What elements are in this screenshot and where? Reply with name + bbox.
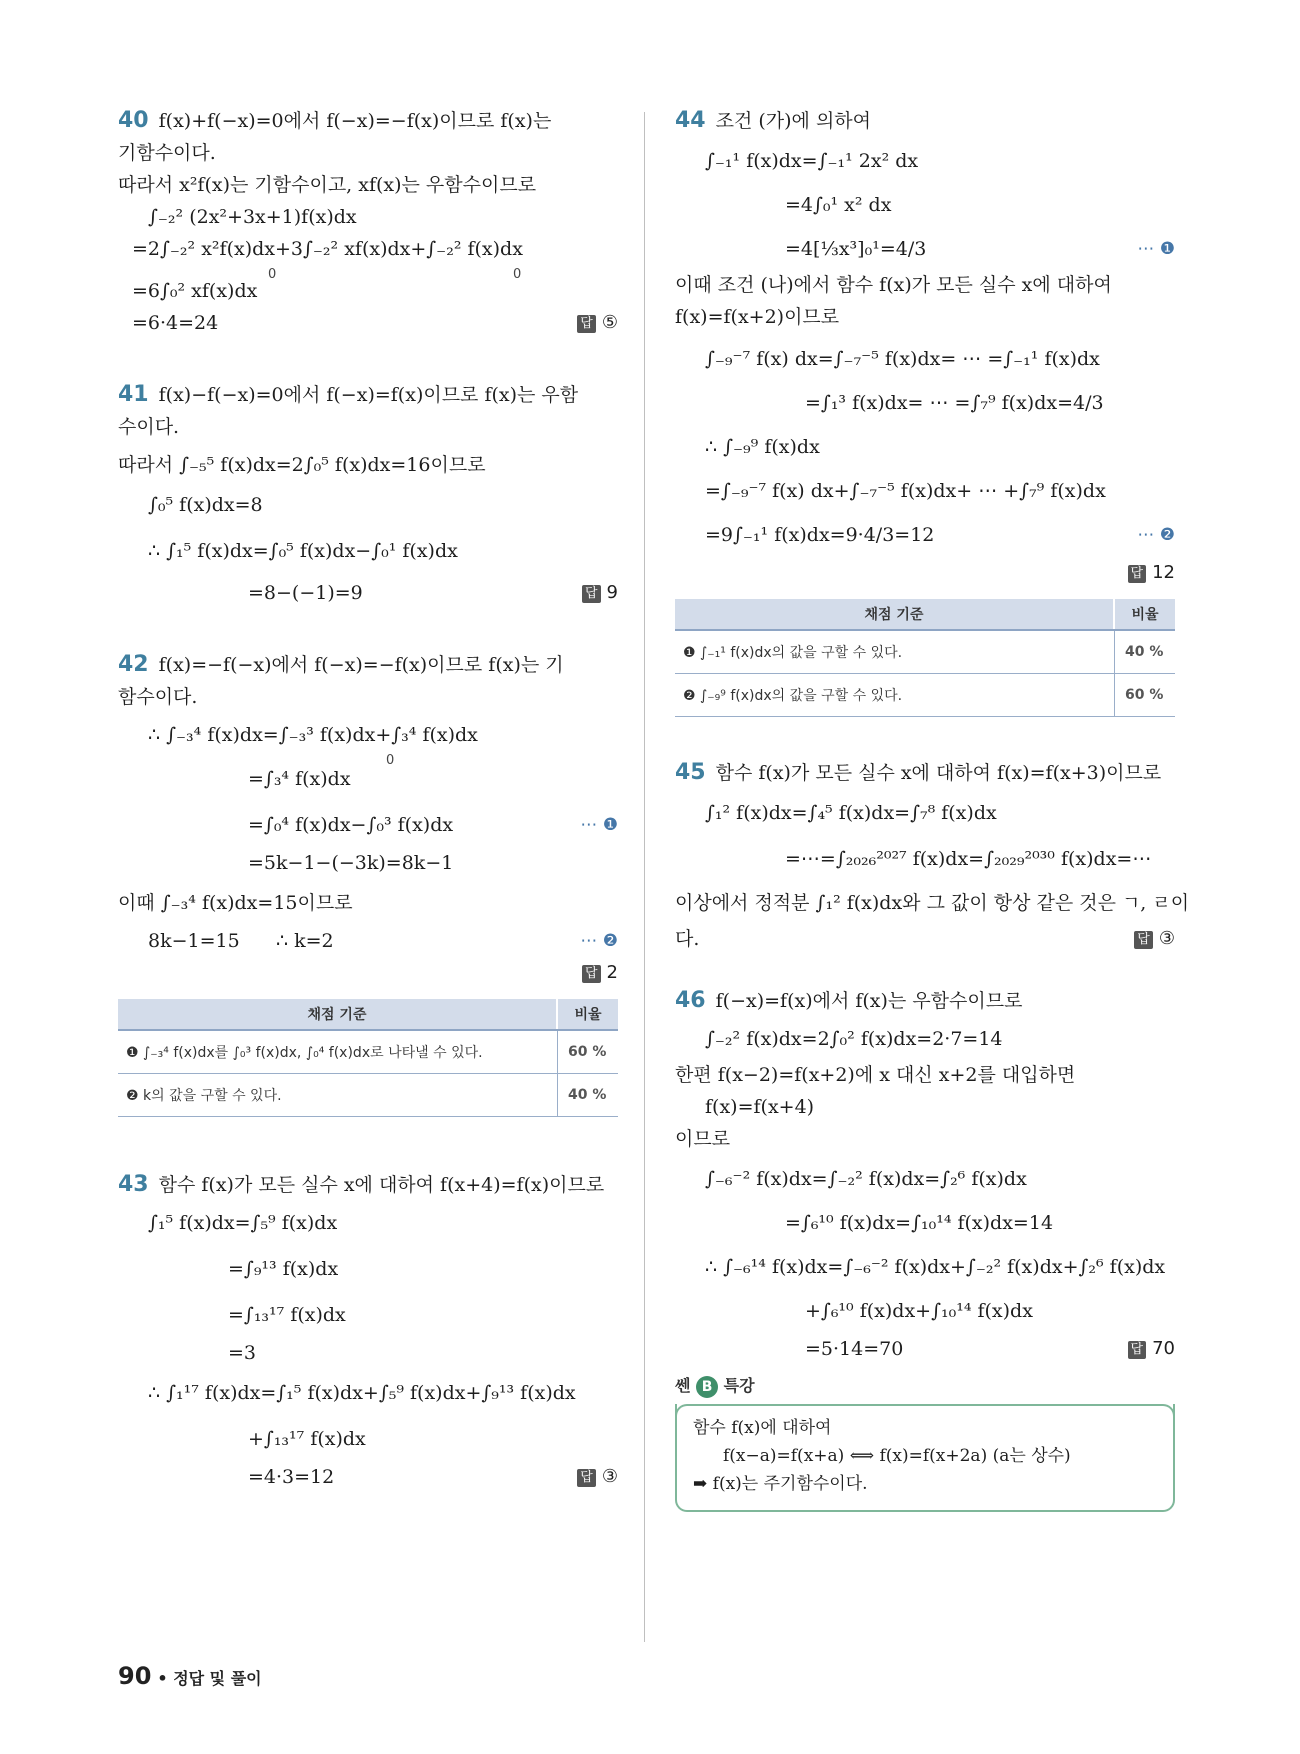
answer-badge-icon: 답: [582, 965, 601, 983]
step-marker-2: ⋯ ❷: [580, 931, 618, 951]
scoring-table-44: 채점 기준 비율 ❶ ∫₋₁¹ f(x)dx의 값을 구할 수 있다. 40 % ❷ ∫₋₉⁹ f(x)dx의 값을 구할 수 있다. 60 %: [675, 599, 1175, 717]
answer: 답 2: [582, 957, 618, 989]
answer-badge-icon: 답: [577, 1469, 596, 1487]
problem-40: 40 f(x)+f(−x)=0에서 f(−x)=−f(x)이므로 f(x)는 기함수이다. 따라서 x²f(x)는 기함수이고, xf(x)는 우함수이므로 ∫₋₂² (2x²+3x+1)f(x)dx =2∫₋₂² x²f(x)dx+3∫₋₂² xf(x)dx+∫₋₂² f(x)dx 0 0 =6∫₀² xf(x)dx =6·4=24 답 ⑤: [118, 105, 618, 339]
problem-number: 41: [118, 382, 149, 407]
page-number: 90: [118, 1662, 152, 1690]
page-footer: [118, 1662, 262, 1690]
answer: 답 ③: [1134, 923, 1175, 955]
problem-46: 46 f(−x)=f(x)에서 f(x)는 우함수이므로 ∫₋₂² f(x)dx=2∫₀² f(x)dx=2·7=14 한편 f(x−2)=f(x+2)에 x 대신 x+2를 대입하면 f(x)=f(x+4) 이므로 ∫₋₆⁻² f(x)dx=∫₋₂² f(x)dx=∫₂⁶ f(x)dx =∫₆¹⁰ f(x)dx=∫₁₀¹⁴ f(x)dx=14 ∴ ∫₋₆¹⁴ f(x)dx=∫₋₆⁻² f(x)dx+∫₋₂² f(x)dx+∫₂⁶ f(x)dx +∫₆¹⁰ f(x)dx+∫₁₀¹⁴ f(x)dx =5·14=70 답 70 쎈 B 특강 함수 f(x)에 대하여 f(x−a)=f(x+a) ⟺ f(x)=f(x+2a) (a는 상수) ➡ f(x)는 주기함수이다.: [675, 985, 1175, 1512]
tip-box: 함수 f(x)에 대하여 f(x−a)=f(x+a) ⟺ f(x)=f(x+2a) (a는 상수) ➡ f(x)는 주기함수이다.: [675, 1404, 1175, 1512]
problem-number: 42: [118, 652, 149, 677]
problem-44: 44 조건 (가)에 의하여 ∫₋₁¹ f(x)dx=∫₋₁¹ 2x² dx =4∫₀¹ x² dx =4[⅓x³]₀¹=4/3 ⋯ ❶ 이때 조건 (나)에서 함수 f(x)가 모든 실수 x에 대하여 f(x)=f(x+2)이므로 ∫₋₉⁻⁷ f(x) dx=∫₋₇⁻⁵ f(x)dx= ⋯ =∫₋₁¹ f(x)dx =∫₁³ f(x)dx= ⋯ =∫₇⁹ f(x)dx=4/3 ∴ ∫₋₉⁹ f(x)dx =∫₋₉⁻⁷ f(x) dx+∫₋₇⁻⁵ f(x)dx+ ⋯ +∫₇⁹ f(x)dx =9∫₋₁¹ f(x)dx=9·4/3=12 ⋯ ❷ 답 12 채점 기준 비율 ❶ ∫₋₁¹ f(x)dx의 값을 구할 수 있다. 40 % ❷ ∫₋₉⁹ f(x)dx의 값을 구할 수 있다. 60 %: [675, 105, 1175, 717]
scoring-table-42: 채점 기준 비율 ❶ ∫₋₃⁴ f(x)dx를 ∫₀³ f(x)dx, ∫₀⁴ f(x)dx로 나타낼 수 있다. 60 % ❷ k의 값을 구할 수 있다. 40 %: [118, 999, 618, 1117]
answer: 답 9: [582, 577, 618, 609]
step-marker-1: ⋯ ❶: [580, 815, 618, 835]
table-row: ❶ ∫₋₁¹ f(x)dx의 값을 구할 수 있다. 40 %: [675, 630, 1175, 674]
problem-41: 41 f(x)−f(−x)=0에서 f(−x)=f(x)이므로 f(x)는 우함 수이다. 따라서 ∫₋₅⁵ f(x)dx=2∫₀⁵ f(x)dx=16이므로 ∫₀⁵ f(x)dx=8 ∴ ∫₁⁵ f(x)dx=∫₀⁵ f(x)dx−∫₀¹ f(x)dx =8−(−1)=9 답 9: [118, 379, 618, 609]
problem-number: 45: [675, 760, 706, 785]
problem-number: 40: [118, 108, 149, 133]
answer-badge-icon: 답: [1128, 1341, 1147, 1359]
answer-badge-icon: 답: [1134, 931, 1153, 949]
step-marker-2: ⋯ ❷: [1137, 525, 1175, 545]
answer: 답 70: [1128, 1333, 1175, 1365]
problem-42: 42 f(x)=−f(−x)에서 f(−x)=−f(x)이므로 f(x)는 기 함수이다. ∴ ∫₋₃⁴ f(x)dx=∫₋₃³ f(x)dx+∫₃⁴ f(x)dx 0 =∫₃⁴ f(x)dx =∫₀⁴ f(x)dx−∫₀³ f(x)dx ⋯ ❶ =5k−1−(−3k)=8k−1 이때 ∫₋₃⁴ f(x)dx=15이므로 8k−1=15 ∴ k=2 ⋯ ❷ 답 2 채점 기준 비율 ❶ ∫₋₃⁴ f(x)dx를 ∫₀³ f(x)dx, ∫₀⁴ f(x)dx로 나타낼 수 있다. 60 % ❷ k의 값을 구할 수 있다. 40 %: [118, 649, 618, 1117]
column-divider: [644, 112, 645, 1642]
problem-45: 45 함수 f(x)가 모든 실수 x에 대하여 f(x)=f(x+3)이므로 ∫₁² f(x)dx=∫₄⁵ f(x)dx=∫₇⁸ f(x)dx =⋯=∫₂₀₂₆²⁰²⁷ f(x)dx=∫₂₀₂₉²⁰³⁰ f(x)dx=⋯ 이상에서 정적분 ∫₁² f(x)dx와 그 값이 항상 같은 것은 ㄱ, ㄹ이 다. 답 ③: [675, 757, 1175, 955]
table-row: ❷ k의 값을 구할 수 있다. 40 %: [118, 1074, 618, 1117]
answer: 답 ⑤: [577, 307, 618, 339]
answer-badge-icon: 답: [582, 585, 601, 603]
tip-section: [675, 1373, 1175, 1512]
problem-number: 46: [675, 988, 706, 1013]
table-row: ❶ ∫₋₃⁴ f(x)dx를 ∫₀³ f(x)dx, ∫₀⁴ f(x)dx로 나타낼 수 있다. 60 %: [118, 1030, 618, 1074]
footer-label: • 정답 및 풀이: [157, 1669, 262, 1688]
answer: 답 12: [1128, 557, 1175, 589]
problem-number: 44: [675, 108, 706, 133]
answer-badge-icon: 답: [1128, 565, 1147, 583]
answer-badge-icon: 답: [577, 315, 596, 333]
answer: 답 ③: [577, 1461, 618, 1493]
right-column: [675, 105, 1190, 1540]
problem-43: 43 함수 f(x)가 모든 실수 x에 대하여 f(x+4)=f(x)이므로 ∫₁⁵ f(x)dx=∫₅⁹ f(x)dx =∫₉¹³ f(x)dx =∫₁₃¹⁷ f(x)dx =3 ∴ ∫₁¹⁷ f(x)dx=∫₁⁵ f(x)dx+∫₅⁹ f(x)dx+∫₉¹³ f(x)dx +∫₁₃¹⁷ f(x)dx =4·3=12 답 ③: [118, 1169, 618, 1493]
step-marker-1: ⋯ ❶: [1137, 239, 1175, 259]
b-badge-icon: B: [696, 1376, 718, 1398]
table-row: ❷ ∫₋₉⁹ f(x)dx의 값을 구할 수 있다. 60 %: [675, 674, 1175, 717]
tip-header: 쎈 B 특강: [675, 1373, 1175, 1398]
left-column: [118, 105, 618, 1521]
problem-number: 43: [118, 1172, 149, 1197]
